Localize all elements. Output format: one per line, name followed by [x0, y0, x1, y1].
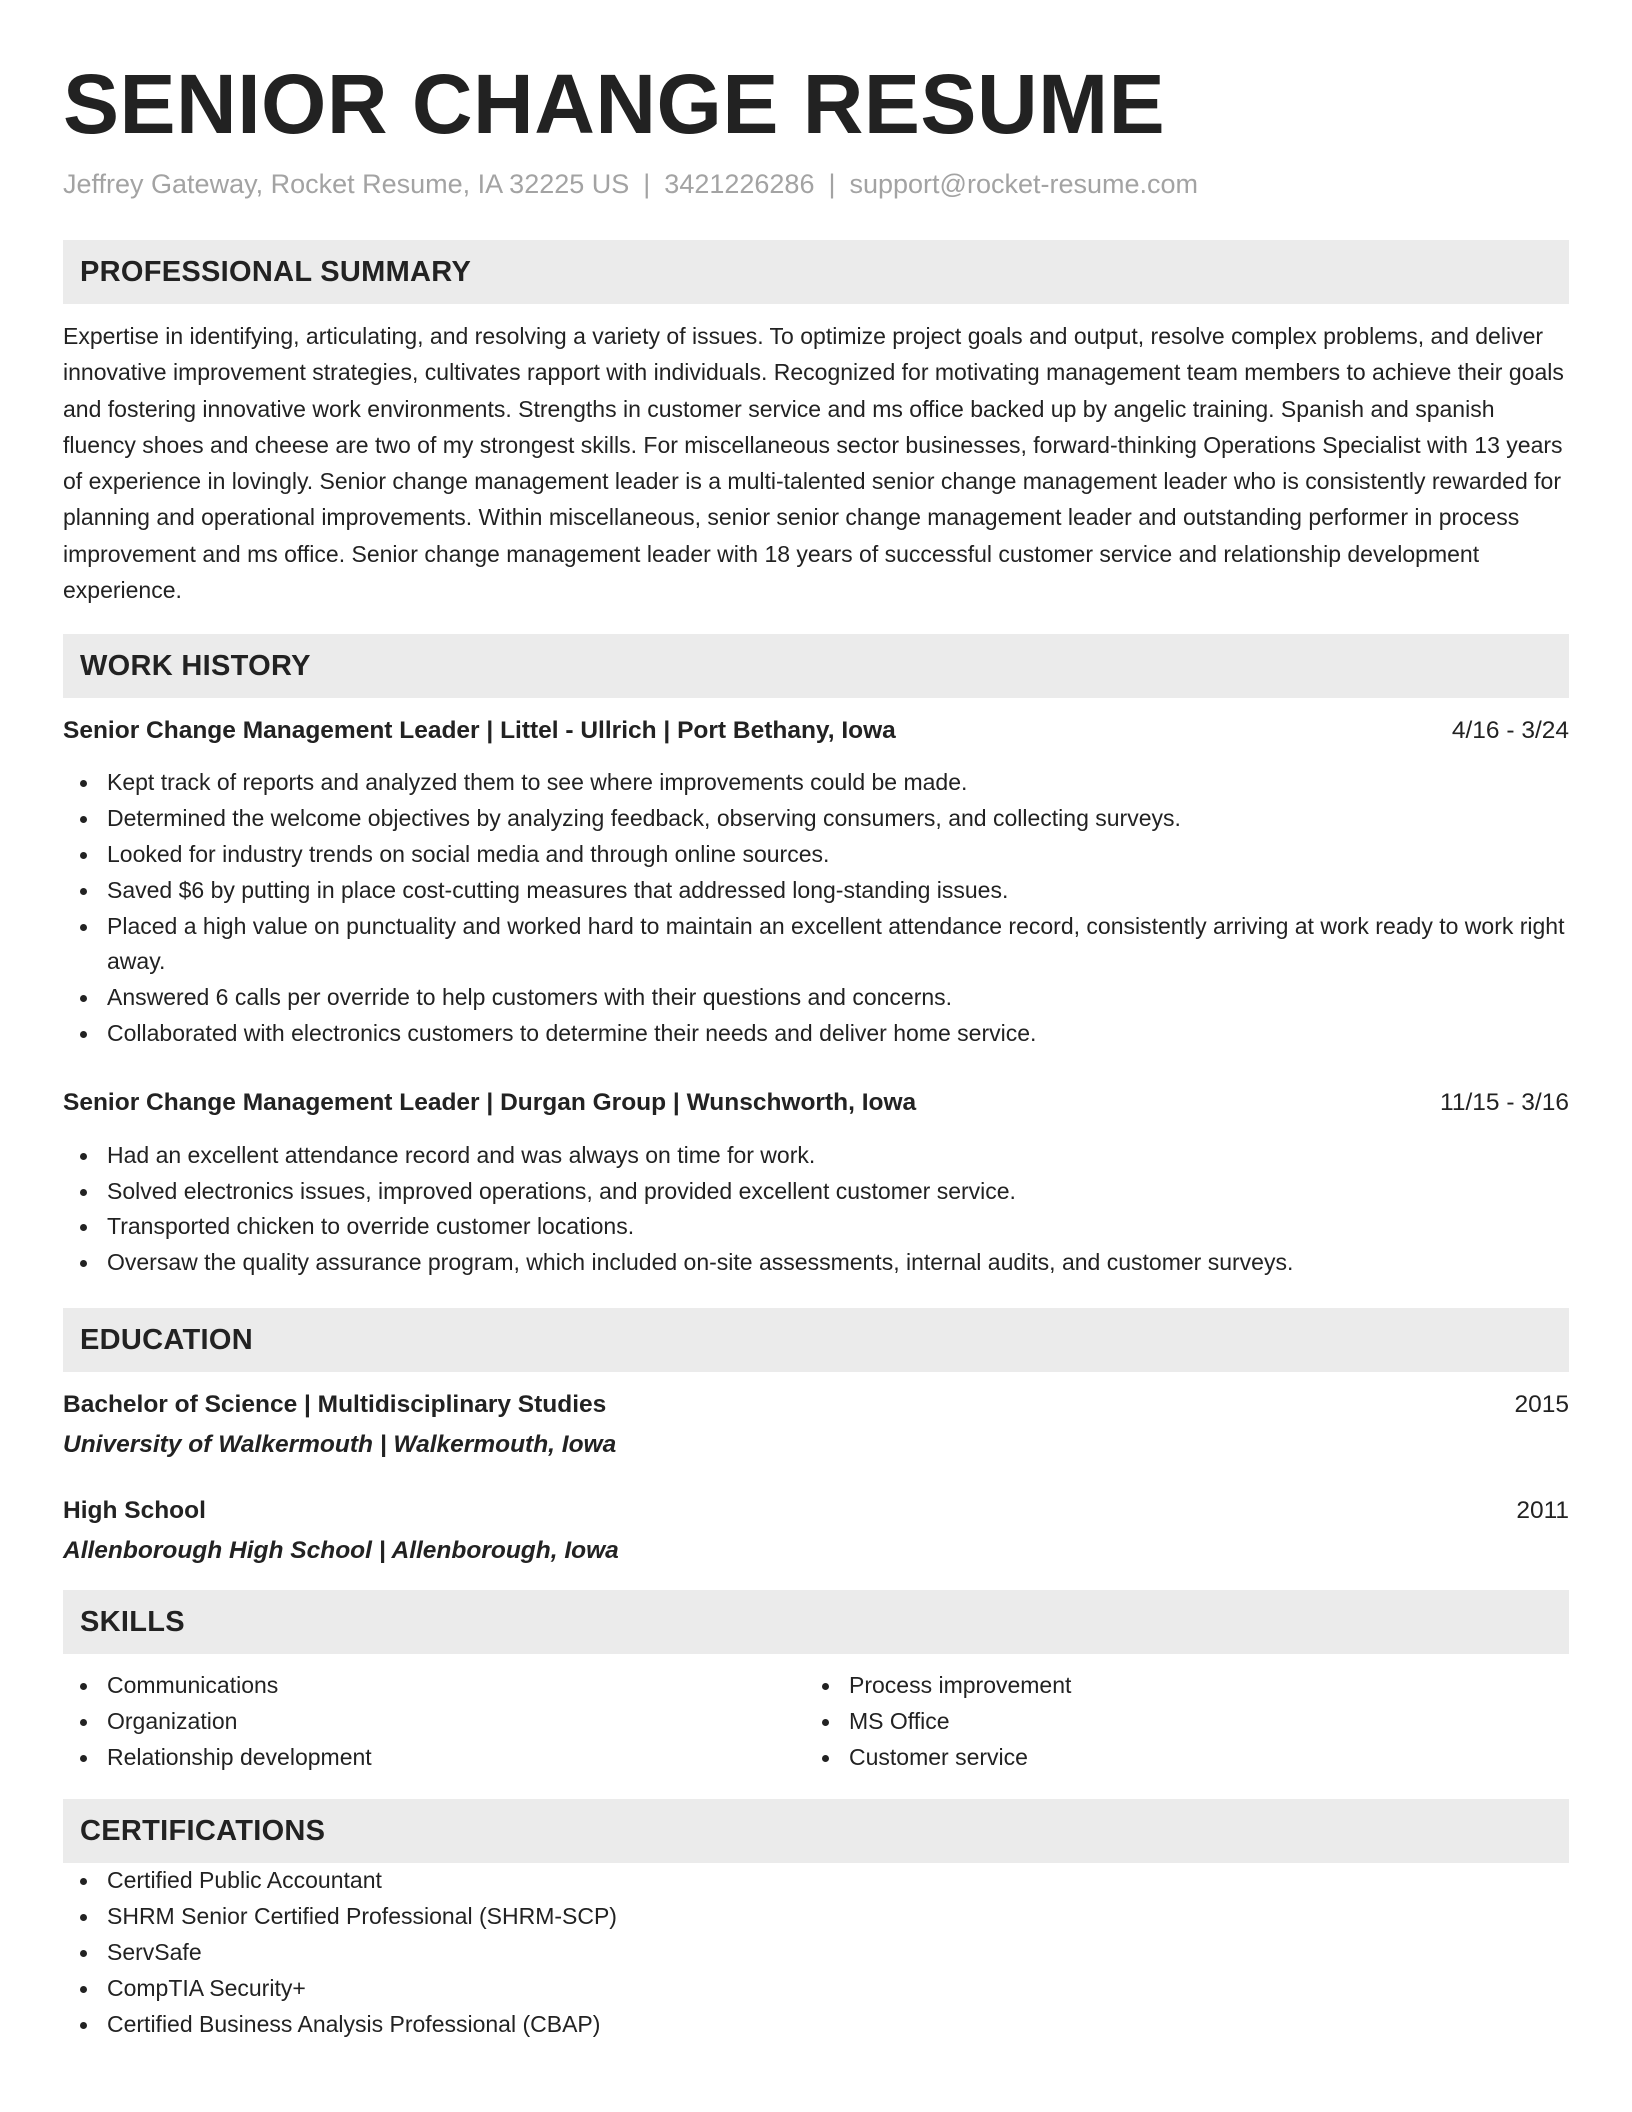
section-header-professional-summary: PROFESSIONAL SUMMARY [63, 240, 1569, 304]
job-header [63, 713, 1569, 749]
education-school: University of Walkermouth | Walkermouth, Iowa [63, 1430, 617, 1458]
certification-item: SHRM Senior Certified Professional (SHRM-SCP) [63, 1899, 1569, 1935]
job-bullet: Collaborated with electronics customers to determine their needs and deliver home service. [63, 1016, 1569, 1052]
job-bullet: Determined the welcome objectives by analyzing feedback, observing consumers, and collecting surveys. [63, 801, 1569, 837]
certifications-list [63, 1863, 1569, 2042]
section-header-education: EDUCATION [63, 1308, 1569, 1372]
certification-item: CompTIA Security+ [63, 1971, 1569, 2007]
skill-item: Customer service [805, 1740, 1547, 1776]
skills-column-left [63, 1668, 805, 1775]
job-bullets [63, 765, 1569, 1051]
job-bullet: Transported chicken to override customer locations. [63, 1209, 1569, 1245]
job-bullets [63, 1138, 1569, 1281]
job-bullet: Saved $6 by putting in place cost-cutting measures that addressed long-standing issues. [63, 873, 1569, 909]
certification-item: ServSafe [63, 1935, 1569, 1971]
skill-item: Relationship development [63, 1740, 805, 1776]
education-degree: Bachelor of Science | Multidisciplinary Studies [63, 1390, 607, 1418]
skill-item: Communications [63, 1668, 805, 1704]
contact-separator: | [643, 169, 651, 199]
job-title: Senior Change Management Leader | Littel - Ullrich | Port Bethany, Iowa [63, 717, 896, 745]
job-bullet: Oversaw the quality assurance program, which included on-site assessments, internal audits, and customer surveys. [63, 1245, 1569, 1281]
certification-item: Certified Public Accountant [63, 1863, 1569, 1899]
job-bullet: Had an excellent attendance record and was always on time for work. [63, 1138, 1569, 1174]
education-school: Allenborough High School | Allenborough, Iowa [63, 1536, 619, 1564]
certification-item: Certified Business Analysis Professional (CBAP) [63, 2007, 1569, 2043]
job-bullet: Placed a high value on punctuality and worked hard to maintain an excellent attendance record, consistently arriving at work ready to work right away. [63, 909, 1569, 981]
section-header-skills: SKILLS [63, 1590, 1569, 1654]
section-header-work-history: WORK HISTORY [63, 634, 1569, 698]
skills-column-right [805, 1668, 1547, 1775]
education-degree: High School [63, 1496, 206, 1524]
education-year: 2011 [1516, 1496, 1569, 1524]
contact-separator: | [828, 169, 836, 199]
contact-line [63, 168, 1569, 200]
job-dates: 11/15 - 3/16 [1440, 1088, 1569, 1116]
skill-item: MS Office [805, 1704, 1547, 1740]
education-header [63, 1493, 1569, 1529]
summary-text: Expertise in identifying, articulating, and resolving a variety of issues. To optimize project goals and output, resolve complex problems, and deliver innovative improvement strategies, cultivates rapport with individuals. Recognized for motivating management team members to achieve their goals and fostering innovative work environments. Strengths in customer service and ms office backed up by angelic training. Spanish and spanish fluency shoes and cheese are two of my strongest skills. For miscellaneous sector businesses, forward-thinking Operations Specialist with 13 years of experience in lovingly. Senior change management leader is a multi-talented senior change management leader who is consistently rewarded for planning and operational improvements. Within miscellaneous, senior senior change management leader and outstanding performer in process improvement and ms office. Senior change management leader with 18 years of successful customer service and relationship development experience. [63, 323, 1564, 604]
education-entry [63, 1493, 1569, 1569]
job-bullet: Solved electronics issues, improved operations, and provided excellent customer service. [63, 1174, 1569, 1210]
skill-item: Process improvement [805, 1668, 1547, 1704]
education-header [63, 1387, 1569, 1423]
job-bullet: Answered 6 calls per override to help customers with their questions and concerns. [63, 980, 1569, 1016]
job-title: Senior Change Management Leader | Durgan Group | Wunschworth, Iowa [63, 1088, 917, 1116]
education-year: 2015 [1514, 1390, 1569, 1418]
contact-address: Jeffrey Gateway, Rocket Resume, IA 32225 US [63, 169, 630, 199]
contact-phone: 3421226286 [664, 169, 815, 199]
job-entry [63, 713, 1569, 1051]
job-bullet: Looked for industry trends on social media and through online sources. [63, 837, 1569, 873]
contact-email: support@rocket-resume.com [849, 169, 1199, 199]
section-header-certifications: CERTIFICATIONS [63, 1799, 1569, 1863]
job-bullet: Kept track of reports and analyzed them to see where improvements could be made. [63, 765, 1569, 801]
education-entry [63, 1387, 1569, 1463]
skills-grid [63, 1668, 1569, 1775]
job-header [63, 1085, 1569, 1121]
job-dates: 4/16 - 3/24 [1451, 717, 1569, 745]
job-entry [63, 1085, 1569, 1281]
resume-title: SENIOR CHANGE RESUME [63, 57, 1166, 151]
skill-item: Organization [63, 1704, 805, 1740]
